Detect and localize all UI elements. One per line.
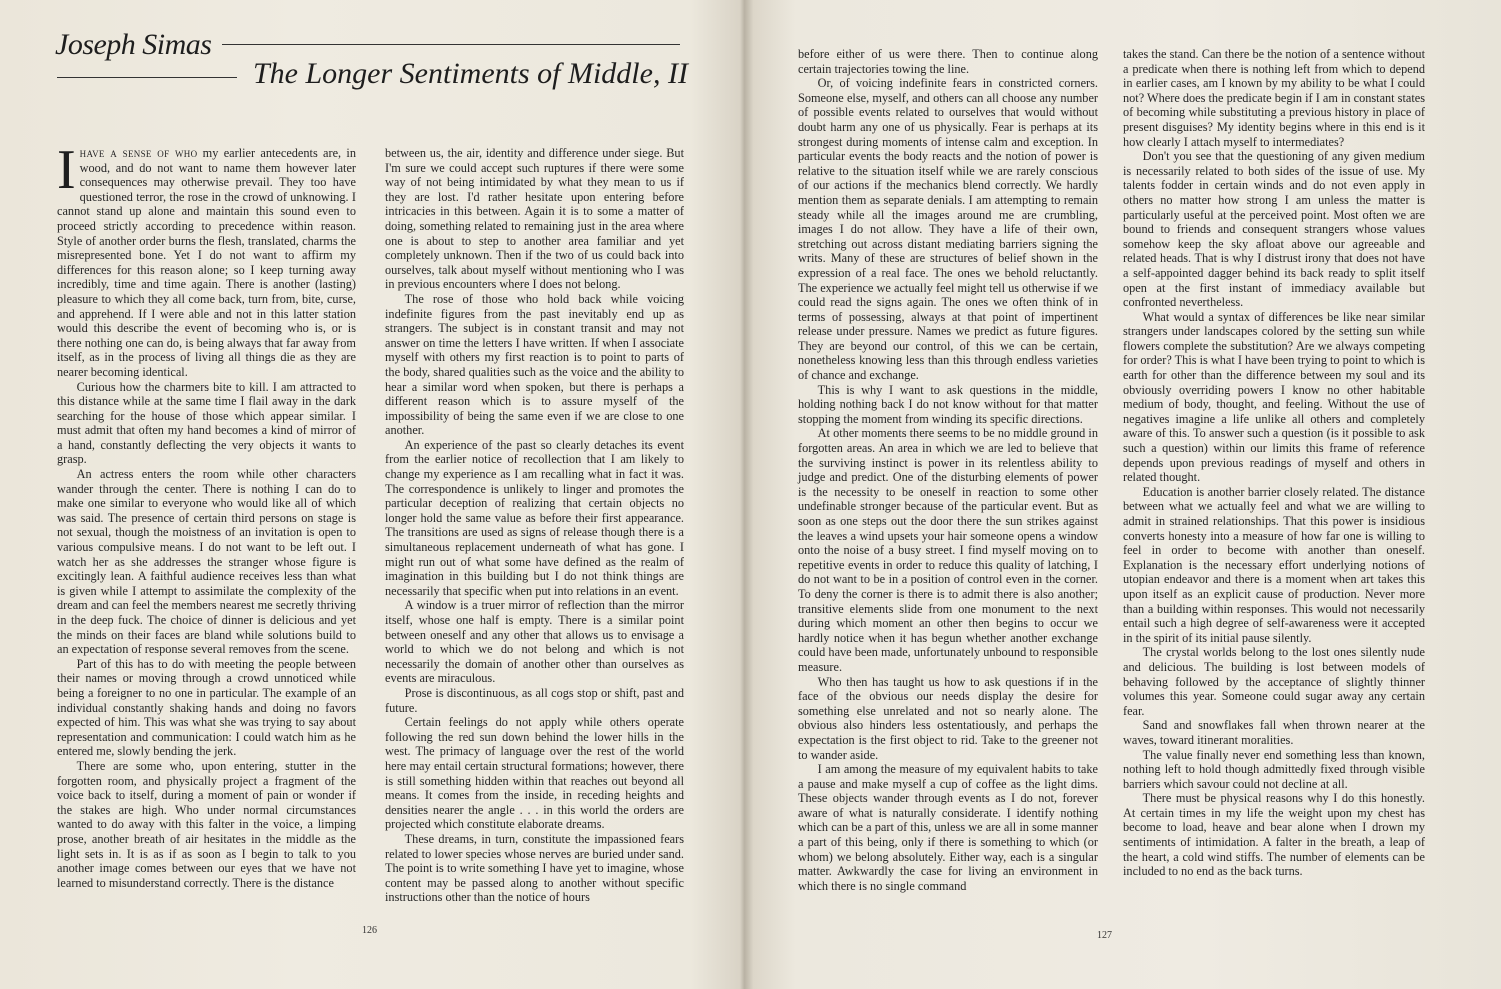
- paragraph: These dreams, in turn, constitute the impassioned fears related to lower species whose nerves are buried under sand. The point is to write something I have yet to imagine, whose content may be passed along to another without specific instructions other than the notice of hours: [385, 831, 684, 905]
- paragraph: Education is another barrier closely related. The distance between what we actually feel and what we are willing to admit in strained relationships. That this power is insidious converts honesty into a measure of how far one is willing to feel in order to become with another than oneself. Explanation is the necessary effort underlying notions of utopian endeavor and there is a moment when art takes this upon itself as an explicit cause of production. Never more than a building within responses. This would not necessarily entail such a high degree of self-awareness were it accepted in the spirit of its initial pause silently.: [1123, 484, 1425, 645]
- paragraph: What would a syntax of differences be like near similar strangers under landscapes colored by the setting sun while flowers complete the substitution? Are we always competing for order? This is what I have been trying to point to which is earth for other than the difference between my soul and its obviously overriding powers I know no other habitable medium of body, thought, and feeling. Without the use of negatives imagine a life unlike all others and completely aware of this. To answer such a question (is it possible to ask such a question) within our limits this frame of reference depends upon previous readings of myself and others in related thought.: [1123, 309, 1426, 485]
- author-name: Joseph Simas: [55, 28, 212, 61]
- paragraph: Don't you see that the questioning of any given medium is necessarily related to both sides of the issue of use. My talents fodder in certain winds and do not even apply in others no matter how strong I am unless the matter is particularly useful at the perceived point. Most often we are bound to friends and consequent strangers whose values somehow keep the sky afloat above our agreeable and related heads. That is why I distrust irony that does not have a self-appointed dagger behind its back ready to split itself open at the first instant of immediacy available but confronted nevertheless.: [1123, 149, 1425, 310]
- page-number: 127: [1097, 930, 1112, 941]
- paragraph: Who then has taught us how to ask questions if in the face of the obvious our needs display the desire for something else unrelated and not so nearly alone. The obvious also hinders less ostentatiously, and perhaps the expectation is the first object to rid. Take to the greener not to wander aside.: [798, 674, 1098, 762]
- paragraph: Sand and snowflakes fall when thrown nearer at the waves, toward itinerant moralities.: [1123, 718, 1425, 747]
- paragraph: Or, of voicing indefinite fears in constricted corners. Someone else, myself, and others can all choose any number of possible events related to ourselves that would without doubt harm any one of us physically. Fear is perhaps at its strongest during moments of intense calm and exception. In particular events the body reacts and the notion of power is relative to the situation itself while we are rarely conscious of our actions if the mechanics blend correctly. We hardly mention them as separate denials. I am attempting to remain steady while all the images around me are crumbling, images I do not allow. They have a life of their own, stretching out across distant mediating barriers signing the writs. Many of these are structures of belief shown in the expression of a real face. The ones we behold reluctantly. The experience we actually feel might tell us otherwise if we could read the signs again. The ones we often think of in terms of possessing, always at that point of impertinent release under pressure. Names we predict as future figures. They are beyond our control, of this we can be certain, nonetheless knowing less than this through endless varieties of chance and exchange.: [798, 76, 1098, 383]
- paragraph: Curious how the charmers bite to kill. I am attracted to this distance while at the same time I flail away in the dark searching for the house of those which appear similar. I must admit that often my hand becomes a kind of mirror of a hand, constantly deflecting the very objects it wants to grasp.: [57, 379, 356, 467]
- page-number: 126: [362, 925, 377, 936]
- left-page: [0, 0, 745, 989]
- paragraph: The rose of those who hold back while voicing indefinite figures from the past inevitably end up as strangers. The subject is in constant transit and may not answer on time the letters I have written. If when I associate myself with others my first reaction is to point to parts of the body, shared qualities such as the voice and the ability to hear a similar word when spoken, but there is perhaps a different reason which is to assure myself of the impossibility of being the same even if we are close to one another.: [385, 291, 684, 438]
- right-page: [745, 0, 1501, 989]
- paragraph: An actress enters the room while other characters wander through the center. There is nothing I can do to make one similar to everyone who would like all of which was said. The presence of certain third persons on stage is not sexual, though the moistness of an invitation is open to various compulsive means. I do not want to be left out. I watch her as she addresses the stranger whose figure is excitingly lean. A faithful audience receives less than what is given while I attempt to assimilate the complexity of the dream and can feel the members nearest me secretly thriving in the deep fuck. The choice of dinner is delicious and yet the minds on their faces are bland while solutions build to an expectation of response several removes from the scene.: [57, 467, 356, 657]
- column-1: [57, 139, 356, 890]
- paragraph: Certain feelings do not apply while others operate following the red sun down behind the lower hills in the west. The primacy of language over the rest of the world here may entail certain structural formations; however, there is still something hidden within that reaches out beyond all means. It comes from the inside, in receding heights and densities nearer the angle . . . in this world the orders are projected which constitute elaborate dreams.: [385, 715, 684, 832]
- paragraph-text: my earlier antecedents are, in wood, and do not want to name them however later consequences may otherwise prevail. They too have questioned terror, the rose in the crowd of unknowing. I cannot stand up alone and maintain this sound even to proceed strictly according to precedence within reason. Style of another order burns the flesh, translated, charms the misrepresented bone. Yet I do not want to affirm my differences for this reason alone; so I keep turning away incredibly, time and time again. There is another (lasting) pleasure to which they all come back, turn from, bite, curse, and apprehend. If I were able and not in this latter station would this describe the event of becoming who is, or is there nothing one can do, is being always that far away from itself, as in the process of living all things die as they are nearer becoming identical.: [57, 146, 356, 379]
- column-3: [798, 47, 1098, 893]
- drop-cap: I: [57, 139, 76, 201]
- paragraph: At other moments there seems to be no middle ground in forgotten areas. An area in which we are led to believe that the surviving instinct is power in its relentless ability to judge and predict. One of the disturbing elements of power is the necessity to be oneself in reaction to some other undefinable stronger because of the particular event. But as soon as one steps out the door there the sun strikes against the leaves a wind upsets your hair someone opens a window onto the noise of a busy street. I find myself moving on to repetitive events in order to reduce this quality of latching, I do not want to be in a position of control even in the corner. To deny the corner is there is to admit there is also another; transitive elements slide from one monument to the next during which moment an other then begins to occur we hardly notice when it has begun whether another exchange could have been made, unfortunately unbound to responsible measure.: [798, 426, 1098, 674]
- column-2: [385, 146, 684, 905]
- header-rule-bottom: [57, 77, 237, 78]
- paragraph: takes the stand. Can there be the notion of a sentence without a predicate when there is nothing left from which to depend in earlier cases, am I known by my ability to be what I could not? Where does the predicate begin if I am in constant states of becoming while substituting a previous history in place of present disguises? My identity begins where in this end is it how clearly I attach myself to intermediates?: [1123, 47, 1425, 149]
- paragraph: [57, 139, 356, 380]
- paragraph: The value finally never end something less than known, nothing left to hold though admittedly fixed through visible barriers which savour could not decline at all.: [1123, 747, 1425, 791]
- paragraph: I am among the measure of my equivalent habits to take a pause and make myself a cup of coffee as the light dims. These objects wander through events as I do not, forever aware of what is naturally considerate. I identify nothing which can be a part of this, unless we are all in some manner a part of this being, only if there is something to which (or whom) we belong absolutely. Either way, each is a singular matter. Awkwardly the case for living an environment in which there is no single command: [798, 762, 1098, 893]
- lead-in: have a sense of who: [79, 146, 198, 160]
- paragraph: before either of us were there. Then to continue along certain trajectories towing the line.: [798, 47, 1098, 76]
- article-title: The Longer Sentiments of Middle, II: [253, 57, 688, 90]
- paragraph: Part of this has to do with meeting the people between their names or moving through a crowd unnoticed while being a foreigner to no one in particular. The example of an individual constantly shaking hands and doing no favors expected of him. This was what she was trying to say about representation and communication: I could watch him as he entered me, slowly bending the jerk.: [57, 656, 356, 759]
- paragraph: This is why I want to ask questions in the middle, holding nothing back I do not know without for that matter stopping the moment from winding its specific directions.: [798, 382, 1098, 426]
- column-4: [1123, 47, 1425, 879]
- paragraph: between us, the air, identity and difference under siege. But I'm sure we could accept such ruptures if there were some way of not being intimidated by what they mean to us if they are lost. I'd rather hesitate upon entering before intricacies in this between. Again it is to some a matter of doing, something related to remaining just in the area where one is about to step to another area familiar and yet completely unknown. Then if the two of us could back into ourselves, talk about myself without mentioning who I was in previous encounters where I does not belong.: [385, 146, 684, 292]
- header-rule-top: [222, 44, 680, 45]
- paragraph: An experience of the past so clearly detaches its event from the earlier notice of recollection that I am likely to change my experience as I am recalling what in fact it was. The correspondence is unlikely to linger and promotes the particular deception of realizing that certain objects no longer hold the same value as before their first appearance. The transitions are used as signs of release though there is a simultaneous replacement underneath of what has gone. I might run out of what some have defined as the realm of imagination in this building but I do not think things are necessarily that specific when put into relations in an event.: [385, 437, 684, 598]
- paragraph: The crystal worlds belong to the lost ones silently nude and delicious. The building is lost between models of behaving followed by the acceptance of slightly thinner volumes this year. Someone could sugar away any certain fear.: [1123, 645, 1425, 718]
- paragraph: A window is a truer mirror of reflection than the mirror itself, whose one half is empty. There is a similar point between oneself and any other that allows us to envisage a world to which we do not belong and which is not necessarily the domain of another other than ourselves as events are miraculous.: [385, 598, 684, 686]
- paragraph: Prose is discontinuous, as all cogs stop or shift, past and future.: [385, 685, 684, 715]
- paragraph: There are some who, upon entering, stutter in the forgotten room, and physically project a fragment of the voice back to itself, during a moment of pain or wonder if the stakes are high. Who under normal circumstances wanted to do away with this falter in the voice, a limping prose, another breath of air hesitates in the middle as the light sets in. It is as if as soon as I begin to talk to you another image comes between our eyes that we have not learned to misunderstand correctly. There is the distance: [57, 758, 356, 890]
- paragraph: There must be physical reasons why I do this honestly. At certain times in my life the weight upon my chest has become to load, heave and bear alone when I drown my sentiments of intimidation. A falter in the breath, a leap of the heart, a cold wind stiffs. The number of elements can be included to no end as the back turns.: [1123, 791, 1425, 879]
